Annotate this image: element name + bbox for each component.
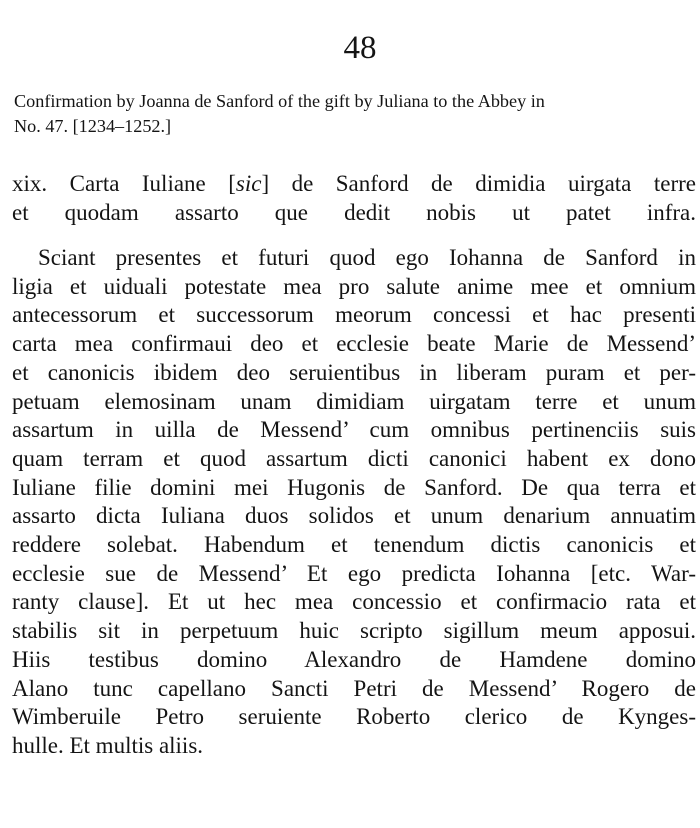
charter-line: Hiis testibus domino Alexandro de Hamdene domino — [12, 646, 696, 672]
sic-annotation: sic — [235, 171, 262, 196]
charter-line: Alano tunc capellano Sancti Petri de Messend’ Rogero de — [12, 675, 696, 701]
document-heading — [14, 89, 698, 138]
charter-line: quam terram et quod assartum dicti canonici habent ex dono — [12, 445, 696, 471]
charter-line: ecclesie sue de Messend’ Et ego predicta Iohanna [etc. War- — [12, 560, 696, 586]
charter-line: assarto dicta Iuliana duos solidos et unum denarium annuatim — [12, 503, 696, 529]
charter-line: Wimberuile Petro seruiente Roberto clerico de Kynges- — [12, 704, 696, 730]
charter-rubric — [12, 170, 696, 227]
charter-line: carta mea confirmaui deo et ecclesie beate Marie de Messend’ — [12, 331, 696, 357]
rubric-line: et quodam assarto que dedit nobis ut patet infra. — [12, 199, 696, 225]
charter-line: ligia et uiduali potestate mea pro salute anime mee et omnium — [12, 273, 696, 299]
charter-line: petuam elemosinam unam dimidiam uirgatam terre et unum — [12, 388, 696, 414]
charter-line: hulle. Et multis aliis. — [12, 732, 204, 758]
charter-line: ranty clause]. Et ut hec mea concessio et confirmacio rata et — [12, 589, 696, 615]
charter-text — [12, 244, 696, 761]
charter-line: Sciant presentes et futuri quod ego Iohanna de Sanford in — [38, 245, 696, 270]
charter-line: et canonicis ibidem deo seruientibus in liberam puram et per- — [12, 359, 696, 385]
rubric-line: xix. Carta Iuliane [sic] de Sanford de dimidia uirgata terre — [12, 171, 696, 196]
charter-line: antecessorum et successorum meorum concessi et hac presenti — [12, 302, 696, 328]
charter-line: stabilis sit in perpetuum huic scripto sigillum meum apposui. — [12, 618, 696, 644]
charter-line: Iuliane filie domini mei Hugonis de Sanford. De qua terra et — [12, 474, 696, 500]
page-number: 48 — [343, 30, 377, 66]
heading-line: No. 47. [1234–1252.] — [14, 115, 172, 136]
charter-line: reddere solebat. Habendum et tenendum dictis canonicis et — [12, 532, 696, 558]
charter-line: assartum in uilla de Messend’ cum omnibus pertinenciis suis — [12, 417, 696, 443]
heading-line: Confirmation by Joanna de Sanford of the gift by Juliana to the Abbey in — [14, 91, 545, 111]
